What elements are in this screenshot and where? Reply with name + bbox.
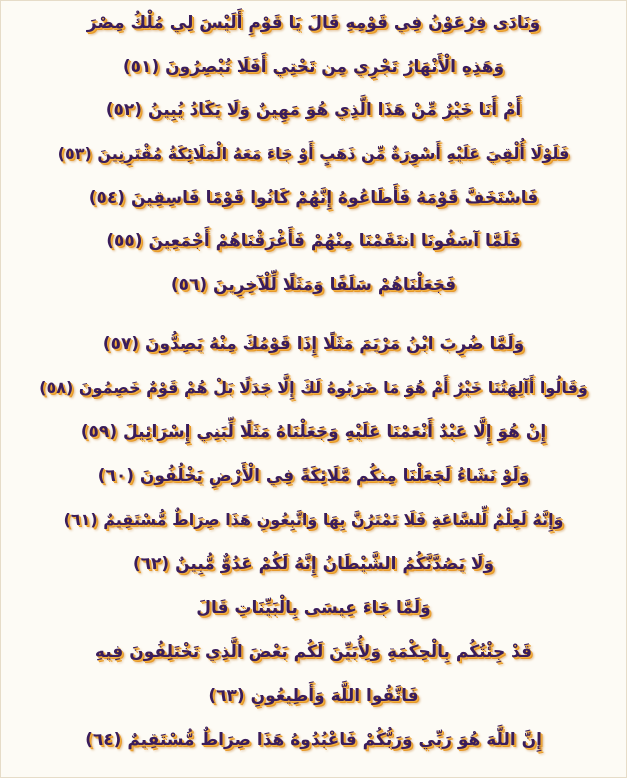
verse-line: إِنَّ اللَّهَ هُوَ رَبِّي وَرَبُّكُمْ فَاعْبُدُوهُ هَذَا صِرَاطٌ مُّسْتَقِيمٌ (٦٤) bbox=[85, 730, 542, 750]
verse-line: وَنَادَى فِرْعَوْنُ فِي قَوْمِهِ قَالَ يَا قَوْمِ أَلَيْسَ لِي مُلْكُ مِصْرَ bbox=[86, 13, 541, 33]
verse-line: وَهَذِهِ الْأَنْهَارُ تَجْرِي مِن تَحْتِي أَفَلَا تُبْصِرُونَ (٥١) bbox=[122, 57, 505, 77]
verse-line: وَلَمَّا ضُرِبَ ابْنُ مَرْيَمَ مَثَلًا إِذَا قَوْمُكَ مِنْهُ يَصِدُّونَ (٥٧) bbox=[102, 334, 525, 354]
verse-line: إِنْ هُوَ إِلَّا عَبْدٌ أَنْعَمْنَا عَلَيْهِ وَجَعَلْنَاهُ مَثَلًا لِّبَنِي إِسْرَائِيلَ (٥٩) bbox=[80, 422, 547, 442]
verse-line: فَجَعَلْنَاهُمْ سَلَفًا وَمَثَلًا لِّلْآخِرِينَ (٥٦) bbox=[170, 275, 457, 295]
verse-line: وَقَالُوا أَآلِهَتُنَا خَيْرٌ أَمْ هُوَ مَا ضَرَبُوهُ لَكَ إِلَّا جَدَلًا بَلْ هُمْ قَوْمٌ خَصِمُونَ (٥٨) bbox=[39, 378, 588, 397]
verse-line: فَاتَّقُوا اللَّهَ وَأَطِيعُونِ (٦٣) bbox=[208, 686, 419, 706]
verse-line: وَإِنَّهُ لَعِلْمٌ لِّلسَّاعَةِ فَلَا تَمْتَرُنَّ بِهَا وَاتَّبِعُونِ هَذَا صِرَاطٌ مُّسْتَقِيمٌ (٦١) bbox=[63, 510, 564, 529]
verse-line: وَلَمَّا جَاءَ عِيسَى بِالْبَيِّنَاتِ قَالَ bbox=[196, 598, 431, 618]
verse-line: فَلَوْلَا أُلْقِيَ عَلَيْهِ أَسْوِرَةٌ مِّن ذَهَبٍ أَوْ جَاءَ مَعَهُ الْمَلَائِكَةُ مُقْتَرِنِينَ (٥٣) bbox=[57, 144, 570, 163]
verse-list bbox=[1, 1, 626, 777]
verse-line: قَدْ جِئْتُكُم بِالْحِكْمَةِ وَلِأُبَيِّنَ لَكُم بَعْضَ الَّذِي تَخْتَلِفُونَ فِيهِ bbox=[94, 642, 533, 662]
verse-line: وَلَا يَصُدَّنَّكُمُ الشَّيْطَانُ إِنَّهُ لَكُمْ عَدُوٌّ مُّبِينٌ (٦٢) bbox=[132, 554, 495, 574]
verse-line: أَمْ أَنَا خَيْرٌ مِّنْ هَذَا الَّذِي هُوَ مَهِينٌ وَلَا يَكَادُ يُبِينُ (٥٢) bbox=[105, 100, 522, 120]
verse-line: وَلَوْ نَشَاءُ لَجَعَلْنَا مِنكُم مَّلَائِكَةً فِي الْأَرْضِ يَخْلُفُونَ (٦٠) bbox=[97, 466, 530, 486]
verse-line: فَاسْتَخَفَّ قَوْمَهُ فَأَطَاعُوهُ إِنَّهُمْ كَانُوا قَوْمًا فَاسِقِينَ (٥٤) bbox=[88, 188, 539, 208]
verse-line: فَلَمَّا آسَفُونَا انتَقَمْنَا مِنْهُمْ فَأَغْرَقْنَاهُمْ أَجْمَعِينَ (٥٥) bbox=[106, 231, 521, 251]
